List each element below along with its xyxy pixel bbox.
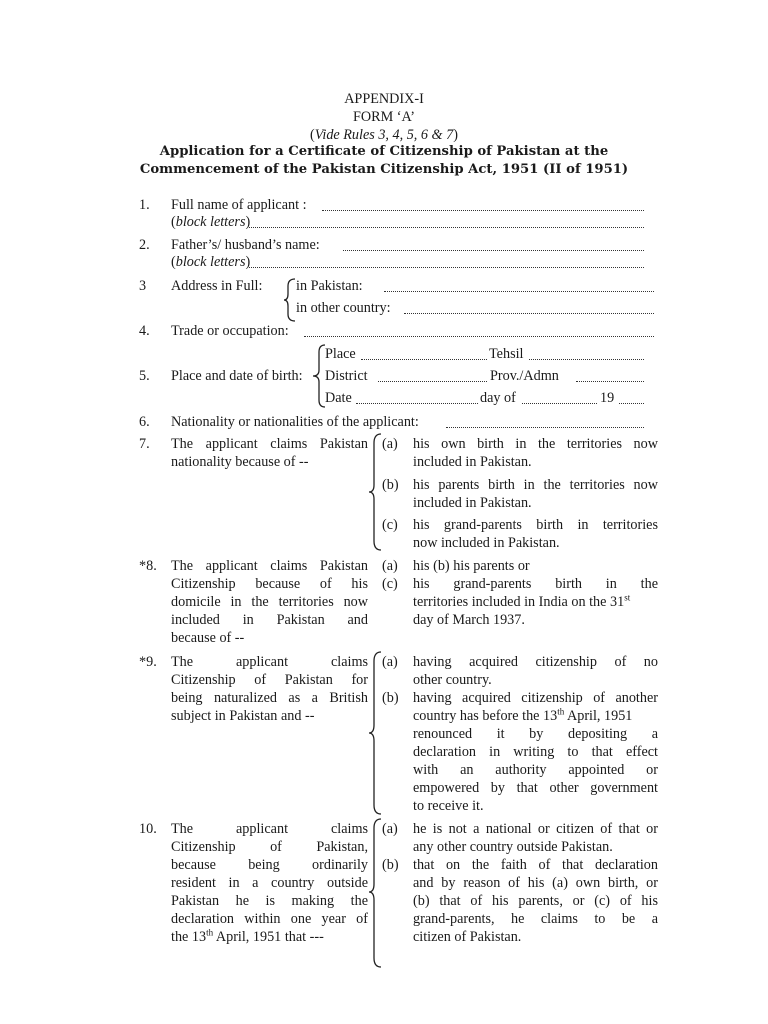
birth-brace-top-icon (312, 344, 326, 408)
item-9-right-line-2: other country. (413, 672, 492, 688)
trade-field[interactable] (304, 336, 654, 337)
item-7-b-line-1: his parents birth in the territories now (413, 477, 658, 493)
item-7-option-b: (b) (382, 477, 399, 493)
item-number-9: *9. (139, 654, 157, 670)
item-7-option-c: (c) (382, 517, 398, 533)
item-9-right-line-5: renounced it by depositing a (413, 726, 658, 742)
item-7-text-line-2: nationality because of -- (171, 454, 309, 470)
item-10-right-line-2: any other country outside Pakistan. (413, 839, 613, 855)
item-7-option-a: (a) (382, 436, 398, 452)
full-name-field[interactable] (322, 210, 644, 211)
day-of-label: day of (480, 390, 516, 406)
block-letters-note-2: (block letters) (171, 254, 251, 270)
address-label: Address in Full: (171, 278, 263, 294)
item-7-text-line-1: The applicant claims Pakistan (171, 436, 368, 452)
item-10-right-line-5: (b) that of his parents, or (c) of his (413, 893, 658, 909)
birth-label: Place and date of birth: (171, 368, 303, 384)
place-field[interactable] (361, 359, 487, 360)
district-label: District (325, 368, 368, 384)
item-8-text-line-3: domicile in the territories now (171, 594, 368, 610)
item-10-text-line-2: Citizenship of Pakistan, (171, 839, 368, 855)
item-8-st-superscript: st (624, 592, 631, 603)
item-10-text-line-1: The applicant claims (171, 821, 368, 837)
item-10-right-line-4: and by reason of his (a) own birth, or (413, 875, 658, 891)
block-letters-text-1: block letters (175, 214, 246, 230)
item-9-option-b: (b) (382, 690, 399, 706)
item-number-4: 4. (139, 323, 150, 339)
date-field[interactable] (356, 403, 478, 404)
item-9-right-line-3: having acquired citizenship of another (413, 690, 658, 706)
item-8-right-line-3 (413, 593, 630, 611)
item-7-brace-icon (368, 433, 382, 551)
month-field[interactable] (522, 403, 597, 404)
item-9-text-line-4: subject in Pakistan and -- (171, 708, 315, 724)
tehsil-field[interactable] (529, 359, 644, 360)
item-8-option-c: (c) (382, 576, 398, 592)
trade-label: Trade or occupation: (171, 323, 289, 339)
nationality-label: Nationality or nationalities of the applicant: (171, 414, 419, 430)
item-10-brace-icon (368, 818, 382, 968)
item-10-th-superscript: th (206, 927, 214, 938)
block-letters-note-1: (block letters) (171, 214, 251, 230)
item-8-text-line-5: because of -- (171, 630, 245, 646)
item-number-1: 1. (139, 197, 150, 213)
full-name-field-line-2[interactable] (249, 227, 644, 228)
year-field[interactable] (619, 403, 644, 404)
address-pakistan-label: in Pakistan: (296, 278, 363, 294)
item-7-c-line-1: his grand-parents birth in territories (413, 517, 658, 533)
tehsil-label: Tehsil (489, 346, 524, 362)
item-10-right-line-6: grand-parents, he claims to be a (413, 911, 658, 927)
item-10-text-line-3: because being ordinarily (171, 857, 368, 873)
item-10-text-line-4: resident in a country outside (171, 875, 368, 891)
address-brace-icon (283, 278, 297, 322)
item-10-text-line-7-b: April, 1951 that --- (213, 929, 324, 945)
item-9-right-line-6: declaration in writing to that effect (413, 744, 658, 760)
item-9-right-line-8: empowered by that other government (413, 780, 658, 796)
item-8-text-line-1: The applicant claims Pakistan (171, 558, 368, 574)
item-9-right-line-4 (413, 707, 632, 725)
rules-line: (Vide Rules 3, 4, 5, 6 & 7) (310, 127, 458, 143)
item-10-text-line-5: Pakistan he is making the (171, 893, 368, 909)
title-line-2: Commencement of the Pakistan Citizenship Act, 1951 (II of 1951) (139, 162, 629, 177)
item-number-5: 5. (139, 368, 150, 384)
address-other-country-label: in other country: (296, 300, 391, 316)
district-field[interactable] (378, 381, 487, 382)
item-7-a-line-1: his own birth in the territories now (413, 436, 658, 452)
item-number-10: 10. (139, 821, 157, 837)
item-9-th-superscript: th (557, 706, 565, 717)
item-10-text-line-6: declaration within one year of (171, 911, 368, 927)
item-10-right-line-7: citizen of Pakistan. (413, 929, 522, 945)
item-7-b-line-2: included in Pakistan. (413, 495, 532, 511)
item-10-text-line-7-a: the 13 (171, 929, 207, 945)
item-10-text-line-7 (171, 928, 324, 946)
rules-text: Vide Rules 3, 4, 5, 6 & 7 (314, 127, 454, 143)
item-8-right-line-3-text: territories included in India on the 31 (413, 594, 625, 610)
year-prefix-label: 19 (600, 390, 615, 406)
prov-field[interactable] (576, 381, 644, 382)
item-8-right-line-1: his (b) his parents or (413, 558, 530, 574)
father-name-field[interactable] (343, 250, 644, 251)
address-pakistan-field[interactable] (384, 291, 654, 292)
item-10-right-line-1: he is not a national or citizen of that or (413, 821, 658, 837)
item-number-7: 7. (139, 436, 150, 452)
item-9-right-line-7: with an authority appointed or (413, 762, 658, 778)
father-name-label: Father’s/ husband’s name: (171, 237, 320, 253)
item-10-option-a: (a) (382, 821, 398, 837)
item-number-6: 6. (139, 414, 150, 430)
item-8-right-line-2: his grand-parents birth in the (413, 576, 658, 592)
item-8-right-line-4: day of March 1937. (413, 612, 525, 628)
item-7-c-line-2: now included in Pakistan. (413, 535, 560, 551)
item-number-2: 2. (139, 237, 150, 253)
item-number-3: 3 (139, 278, 147, 294)
address-other-country-field[interactable] (404, 313, 654, 314)
date-label: Date (325, 390, 352, 406)
item-8-option-a: (a) (382, 558, 398, 574)
item-9-text-line-2: Citizenship of Pakistan for (171, 672, 368, 688)
item-9-right-line-9: to receive it. (413, 798, 484, 814)
prov-label: Prov./Admn (490, 368, 559, 384)
item-10-right-line-3: that on the faith of that declaration (413, 857, 658, 873)
item-number-8: *8. (139, 558, 157, 574)
item-8-text-line-4: included in Pakistan and (171, 612, 368, 628)
form-heading: FORM ‘A’ (353, 109, 415, 125)
item-9-right-line-4-text-b: April, 1951 (564, 708, 633, 724)
full-name-label: Full name of applicant : (171, 197, 307, 213)
item-9-right-line-4-text-a: country has before the 13 (413, 708, 558, 724)
item-9-text-line-3: being naturalized as a British (171, 690, 368, 706)
appendix-heading: APPENDIX-I (344, 91, 424, 107)
item-10-option-b: (b) (382, 857, 399, 873)
item-8-text-line-2: Citizenship because of his (171, 576, 368, 592)
nationality-field[interactable] (446, 427, 644, 428)
item-7-a-line-2: included in Pakistan. (413, 454, 532, 470)
item-9-right-line-1: having acquired citizenship of no (413, 654, 658, 670)
item-9-option-a: (a) (382, 654, 398, 670)
place-label: Place (325, 346, 356, 362)
item-9-brace-icon (368, 651, 382, 815)
title-line-1: Application for a Certificate of Citizenship of Pakistan at the (159, 144, 609, 159)
father-name-field-line-2[interactable] (249, 267, 644, 268)
block-letters-text-2: block letters (175, 254, 246, 270)
item-9-text-line-1: The applicant claims (171, 654, 368, 670)
